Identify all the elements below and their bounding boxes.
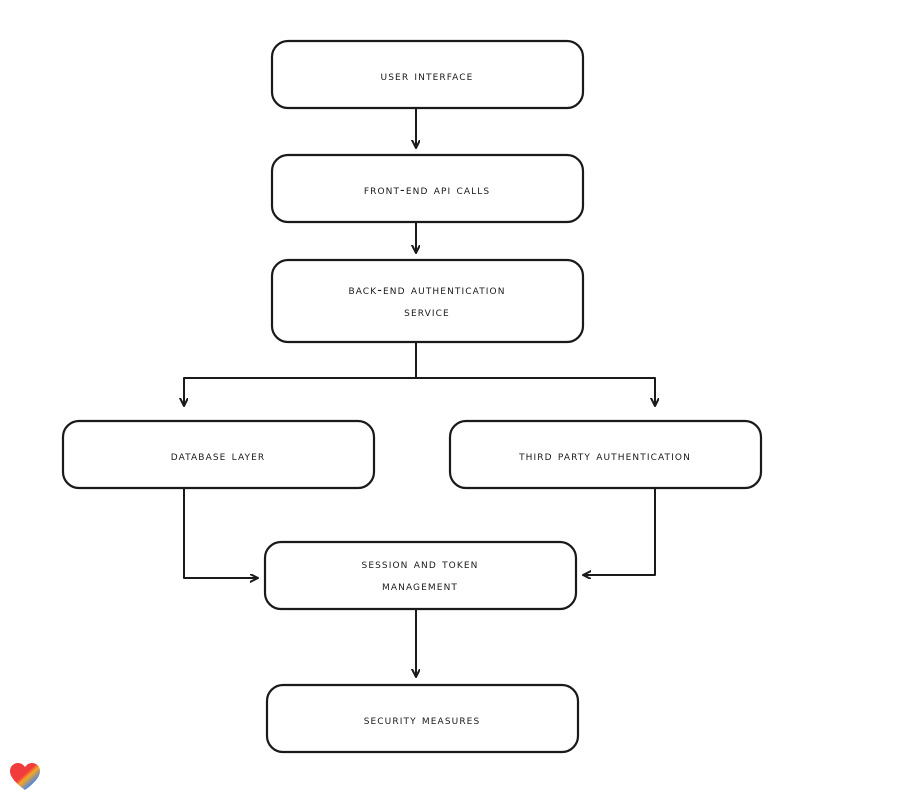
edge-backend-to-thirdparty [416,378,655,404]
node-back-end-authentication-service[interactable] [272,260,583,342]
node-label-session-and-token-management-line1: Session and Token [361,557,479,572]
node-security-measures[interactable] [267,685,578,752]
edge-backend-to-database [184,342,416,404]
node-label-database-layer: Database Layer [170,449,266,464]
node-user-interface[interactable] [272,41,583,108]
node-label-back-end-authentication-service-line2: Service [404,305,450,320]
node-label-third-party-authentication: Third Party Authentication [519,449,691,464]
node-session-and-token-management[interactable] [265,542,576,609]
node-third-party-authentication[interactable] [450,421,761,488]
heart-icon [8,760,42,794]
node-label-security-measures: Security Measures [363,713,481,728]
node-label-user-interface: User Interface [380,69,474,84]
node-database-layer[interactable] [63,421,374,488]
node-label-front-end-api-calls: Front-End API Calls [363,183,491,198]
edge-thirdparty-to-session [585,488,655,575]
edge-database-to-session [184,488,256,578]
node-front-end-api-calls[interactable] [272,155,583,222]
node-label-back-end-authentication-service-line1: Back-End Authentication [348,283,506,298]
node-label-session-and-token-management-line2: Management [382,579,458,594]
